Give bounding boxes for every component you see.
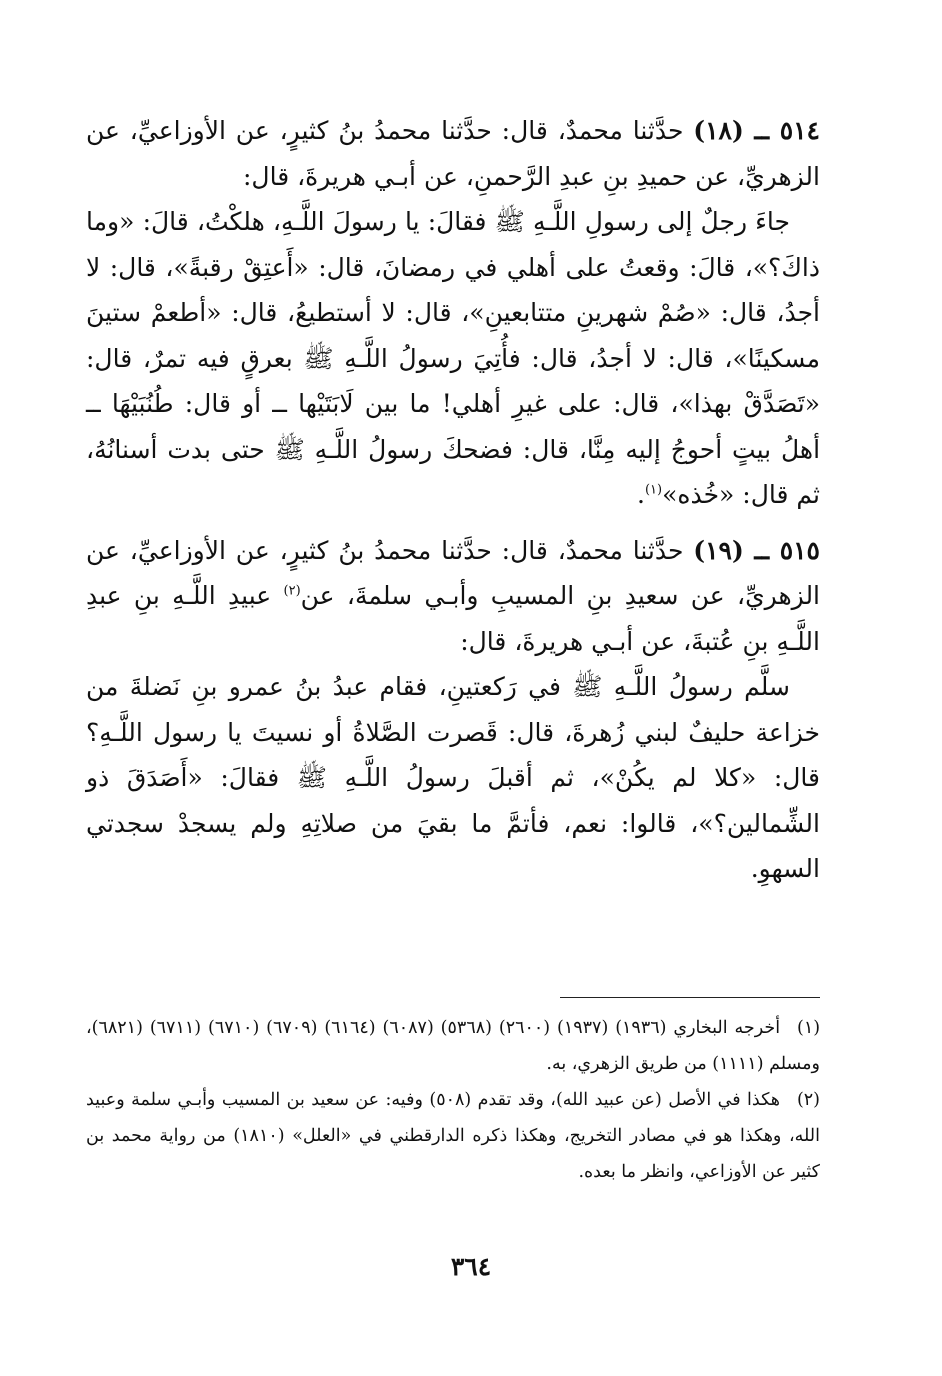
- text-line: حدَّثنا محمدٌ، قال: حدَّثنا محمدُ بنُ كثيرٍ، عن: [235, 116, 684, 145]
- footnote-number: (٢): [796, 1090, 820, 1110]
- text-line: «وما ذاكَ؟»، قالَ: وقعتُ على أهلي في رمضانَ، قال: «أَعتِقْ رقبةً»،: [86, 207, 821, 282]
- text-line: قال: لا أجدُ، قال: «صُمْ شهرينِ متتابعينِ»، قال: لا أستطيعُ، قال:: [86, 252, 820, 327]
- footnote-1: [86, 1010, 820, 1082]
- footnote-text: في «العلل» (١٨١٠) من رواية محمد بن كثير عن الأوزاعي، وانظر ما بعده.: [86, 1126, 820, 1182]
- text-line: قال: «كلا لم يكُنْ»، ثم أقبلَ رسولُ اللَّـهِ ﷺ فقالَ: «أَصَدَقَ: [126, 763, 820, 792]
- text-line: حدَّثنا محمدٌ، قال: حدَّثنا محمدُ بنُ كثيرٍ، عن: [235, 535, 684, 565]
- text-line: طُنُبَيْهَا ــ أهلُ بيتٍ أحوجُ إليه مِنَّا، قال: فضحكَ رسولُ اللَّـهِ ﷺ حتى: [86, 389, 821, 464]
- text-line: ذو الشِّمالين؟»، قالوا: نعم، فأتمَّ ما بقيَ من صلاتِهِ ولم يسجدْ سجدتي: [86, 763, 820, 838]
- text-line: جاءَ رجلٌ إلى رسولِ اللَّـهِ ﷺ فقالَ: يا رسولَ اللَّـهِ، هلكْتُ، قالَ:: [142, 207, 790, 236]
- text-line: تمرٌ، قال: «تَصَدَّقْ بهذا»، قال: على غيرِ أهلي! ما بين لَابَتَيْها ــ أو قال:: [86, 343, 820, 418]
- footnote-text: (٦٧٠٩) (٦٧١٠) (٦٧١١) (٦٨٢١)، ومسلم (١١١١) من طريق الزهري، به.: [86, 1018, 820, 1074]
- page-number: ٣٦٤: [450, 1252, 492, 1281]
- page-body: [86, 108, 820, 892]
- hadith-514: ٥١٤ ــ (١٨) حدَّثنا محمدٌ، قال: حدَّثنا محمدُ بنُ كثيرٍ، عن الأوزاعيِّ، عن الزهريِّ، عن حميدِ بنِ عبدِ الرَّحمنِ، عن أبـي هريرةَ، قال: جاءَ رجلٌ إلى رسولِ اللَّـهِ ﷺ فقالَ: يا رسولَ اللَّـهِ، هلكْتُ، قالَ: «وما ذاكَ؟»، قالَ: وقعتُ على أهلي في رمضانَ، قال: «أَعتِقْ رقبةً»، قال: لا أجدُ، قال: «صُمْ شهرينِ متتابعينِ»، قال: لا أستطيعُ، قال: «أطعمْ ستينَ مسكينًا»، قال: لا أجدُ، قال: فأُتِيَ رسولُ اللَّـهِ ﷺ بعرقٍ فيه تمرٌ، قال: «تَصَدَّقْ بهذا»، قال: على غيرِ أهلي! ما بين لَابَتَيْها ــ أو قال: طُنُبَيْهَا ــ أهلُ بيتٍ أحوجُ إليه مِنَّا، قال: فضحكَ رسولُ اللَّـهِ ﷺ حتى بدت أسنانُهُ، ثم قال: «خُذه»$^{(١)}$.: [86, 116, 821, 509]
- text-line: سلَّم رسولُ اللَّـهِ ﷺ في رَكعتينِ، فقام عبدُ بنُ عمرو بنِ نَضلةَ من: [86, 672, 790, 701]
- text-line: الأوزاعيِّ، عن الزهريِّ، عن حميدِ بنِ عبدِ الرَّحمنِ، عن أبـي هريرةَ، قال:: [86, 116, 820, 191]
- footnote-text: وأبـي سلمة وعبيد الله، وهكذا هو في مصادر التخريج، وهكذا ذكره الدارقطني: [86, 1090, 820, 1146]
- text-line: «أطعمْ ستينَ مسكينًا»، قال: لا أجدُ، قال: فأُتِيَ رسولُ اللَّـهِ ﷺ بعرقٍ فيه: [86, 298, 820, 373]
- footnote-2: [86, 1082, 820, 1190]
- text-line: خزاعة حليفٌ لبني زُهرةَ، قال: قَصرت الصَّلاةُ أو نسيتَ يا رسول اللَّـهِ؟: [86, 717, 820, 747]
- text-line: الأوزاعيِّ، عن الزهريِّ، عن سعيدِ بنِ المسيبِ وأبـي سلمةَ، عن: [86, 535, 821, 610]
- footnote-text: هكذا في الأصل (عن عبيد الله)، وقد تقدم (٥٠٨) وفيه: عن سعيد بن المسيب: [221, 1090, 780, 1110]
- hadith-515: [86, 528, 820, 892]
- footnotes: [86, 1010, 820, 1190]
- footnote-number: (١): [797, 1018, 821, 1038]
- footnote-divider: [86, 997, 820, 998]
- hadith-number: ٥١٥ ــ (١٩): [693, 535, 820, 565]
- text-line: بدت أسنانُهُ، ثم قال: «خُذه»: [86, 434, 820, 509]
- footnote-ref[interactable]: (١): [644, 482, 663, 498]
- text-line: عبيدِ اللَّـهِ بنِ عبدِ اللَّـهِ بنِ عُتبةَ، عن أبـي هريرةَ، قال:: [86, 581, 820, 656]
- footnote-text: أخرجه البخاري (١٩٣٦) (١٩٣٧) (٢٦٠٠) (٥٣٦٨) (٦٠٨٧) (٦١٦٤): [324, 1018, 781, 1038]
- footnote-ref[interactable]: (٢): [283, 583, 301, 599]
- text-line: السهوِ.: [750, 854, 820, 883]
- hadith-number: ٥١٤ ــ (١٨): [693, 116, 820, 145]
